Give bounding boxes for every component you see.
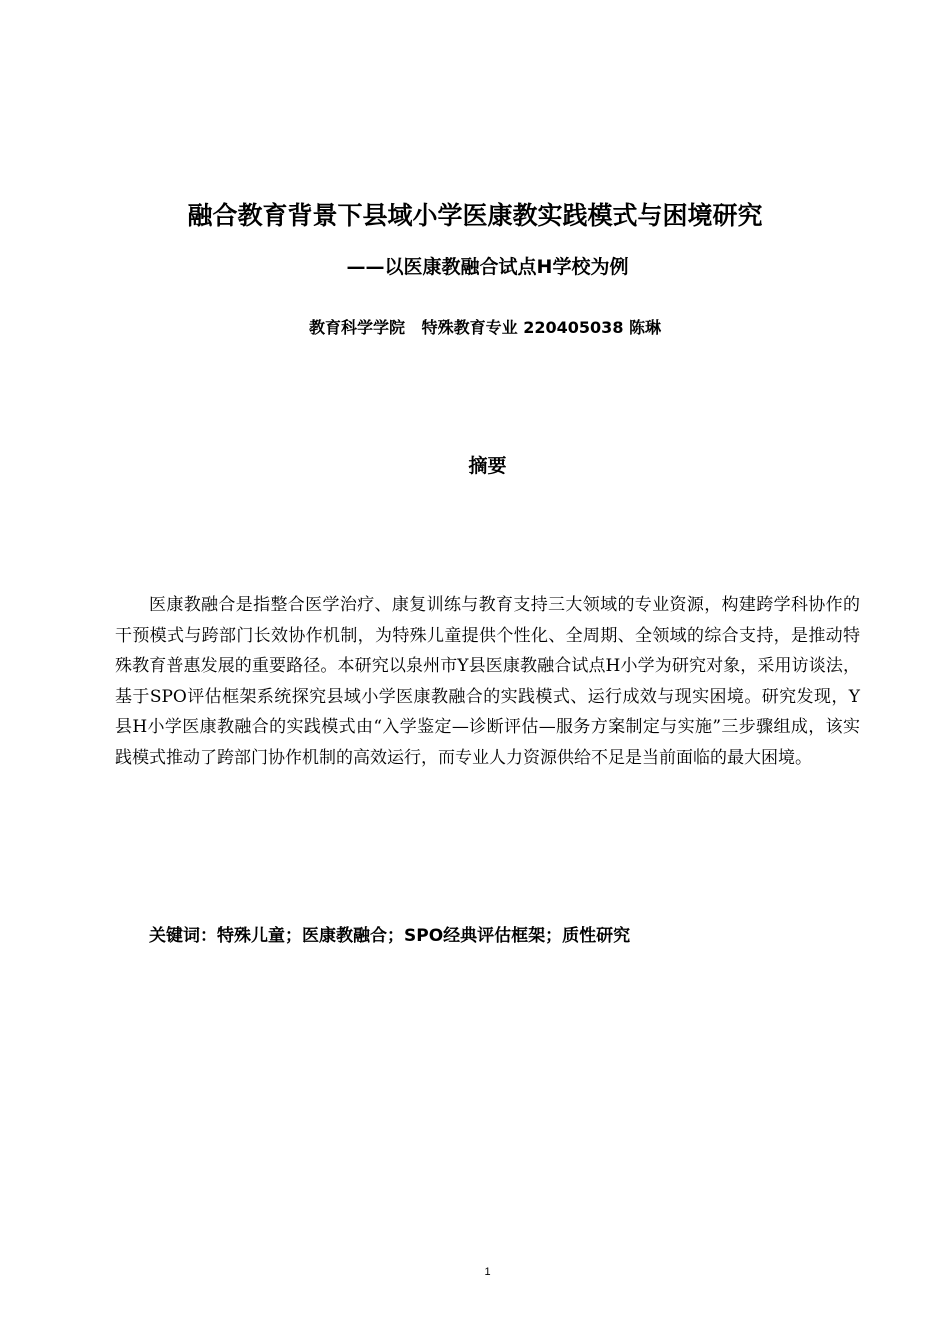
- abstract-body: 医康教融合是指整合医学治疗、康复训练与教育支持三大领域的专业资源，构建跨学科协作的干预模式与跨部门长效协作机制，为特殊儿童提供个性化、全周期、全领域的综合支持，是推动特殊教育普惠发展的重要路径。本研究以泉州市Y县医康教融合试点H小学为研究对象，采用访谈法，基于SPO评估框架系统探究县域小学医康教融合的实践模式、运行成效与现实困境。研究发现，Y县H小学医康教融合的实践模式由“入学鉴定—诊断评估—服务方案制定与实施”三步骤组成，该实践模式推动了跨部门协作机制的高效运行，而专业人力资源供给不足是当前面临的最大困境。: [115, 595, 860, 768]
- abstract-heading: 摘要: [468, 455, 507, 477]
- paper-subtitle: ——以医康教融合试点H学校为例: [346, 256, 629, 278]
- paper-title: 融合教育背景下县域小学医康教实践模式与困境研究: [187, 201, 763, 230]
- page-number: 1: [484, 1266, 491, 1278]
- author-line: 教育科学学院 特殊教育专业 220405038 陈琳: [308, 318, 662, 337]
- keywords-line: 关键词：特殊儿童；医康教融合；SPO经典评估框架；质性研究: [149, 926, 631, 946]
